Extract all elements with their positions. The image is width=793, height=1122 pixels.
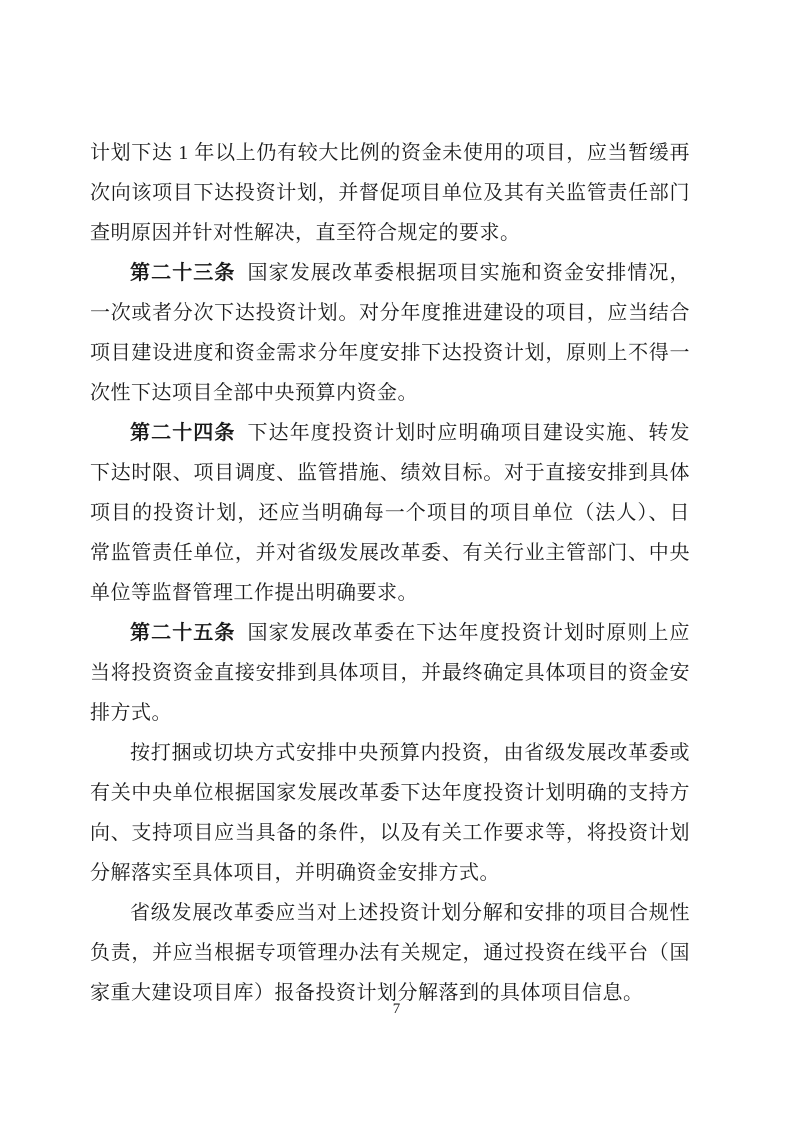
article-number: 第二十五条 (130, 622, 236, 644)
paragraph-bundled-investment (90, 733, 690, 893)
document-body (90, 133, 690, 1013)
page-number: 7 (392, 1001, 401, 1017)
paragraph-provincial-responsibility (90, 893, 690, 1013)
article-number: 第二十三条 (130, 262, 236, 284)
page-footer (0, 1000, 793, 1018)
paragraph-text: 按打捆或切块方式安排中央预算内投资，由省级发展改革委或有关中央单位根据国家发展改革委下达年度投资计划明确的支持方向、支持项目应当具备的条件，以及有关工作要求等，将投资计划分解落实至具体项目，并明确资金安排方式。 (90, 742, 690, 884)
paragraph-text: 计划下达 1 年以上仍有较大比例的资金未使用的项目，应当暂缓再次向该项目下达投资计划，并督促项目单位及其有关监管责任部门查明原因并针对性解决，直至符合规定的要求。 (90, 142, 690, 244)
paragraph-article-25 (90, 613, 690, 733)
article-number: 第二十四条 (130, 422, 236, 444)
paragraph-article-23 (90, 253, 690, 413)
paragraph-text: 下达年度投资计划时应明确项目建设实施、转发下达时限、项目调度、监管措施、绩效目标。对于直接安排到具体项目的投资计划，还应当明确每一个项目的项目单位（法人）、日常监管责任单位，并对省级发展改革委、有关行业主管部门、中央单位等监督管理工作提出明确要求。 (90, 422, 690, 604)
paragraph-article-24 (90, 413, 690, 613)
paragraph-text: 国家发展改革委根据项目实施和资金安排情况，一次或者分次下达投资计划。对分年度推进建设的项目，应当结合项目建设进度和资金需求分年度安排下达投资计划，原则上不得一次性下达项目全部中央预算内资金。 (90, 262, 690, 404)
paragraph-text: 省级发展改革委应当对上述投资计划分解和安排的项目合规性负责，并应当根据专项管理办法有关规定，通过投资在线平台（国家重大建设项目库）报备投资计划分解落到的具体项目信息。 (90, 902, 690, 1004)
paragraph-text: 国家发展改革委在下达年度投资计划时原则上应当将投资资金直接安排到具体项目，并最终确定具体项目的资金安排方式。 (90, 622, 690, 724)
paragraph-continuation (90, 133, 690, 253)
